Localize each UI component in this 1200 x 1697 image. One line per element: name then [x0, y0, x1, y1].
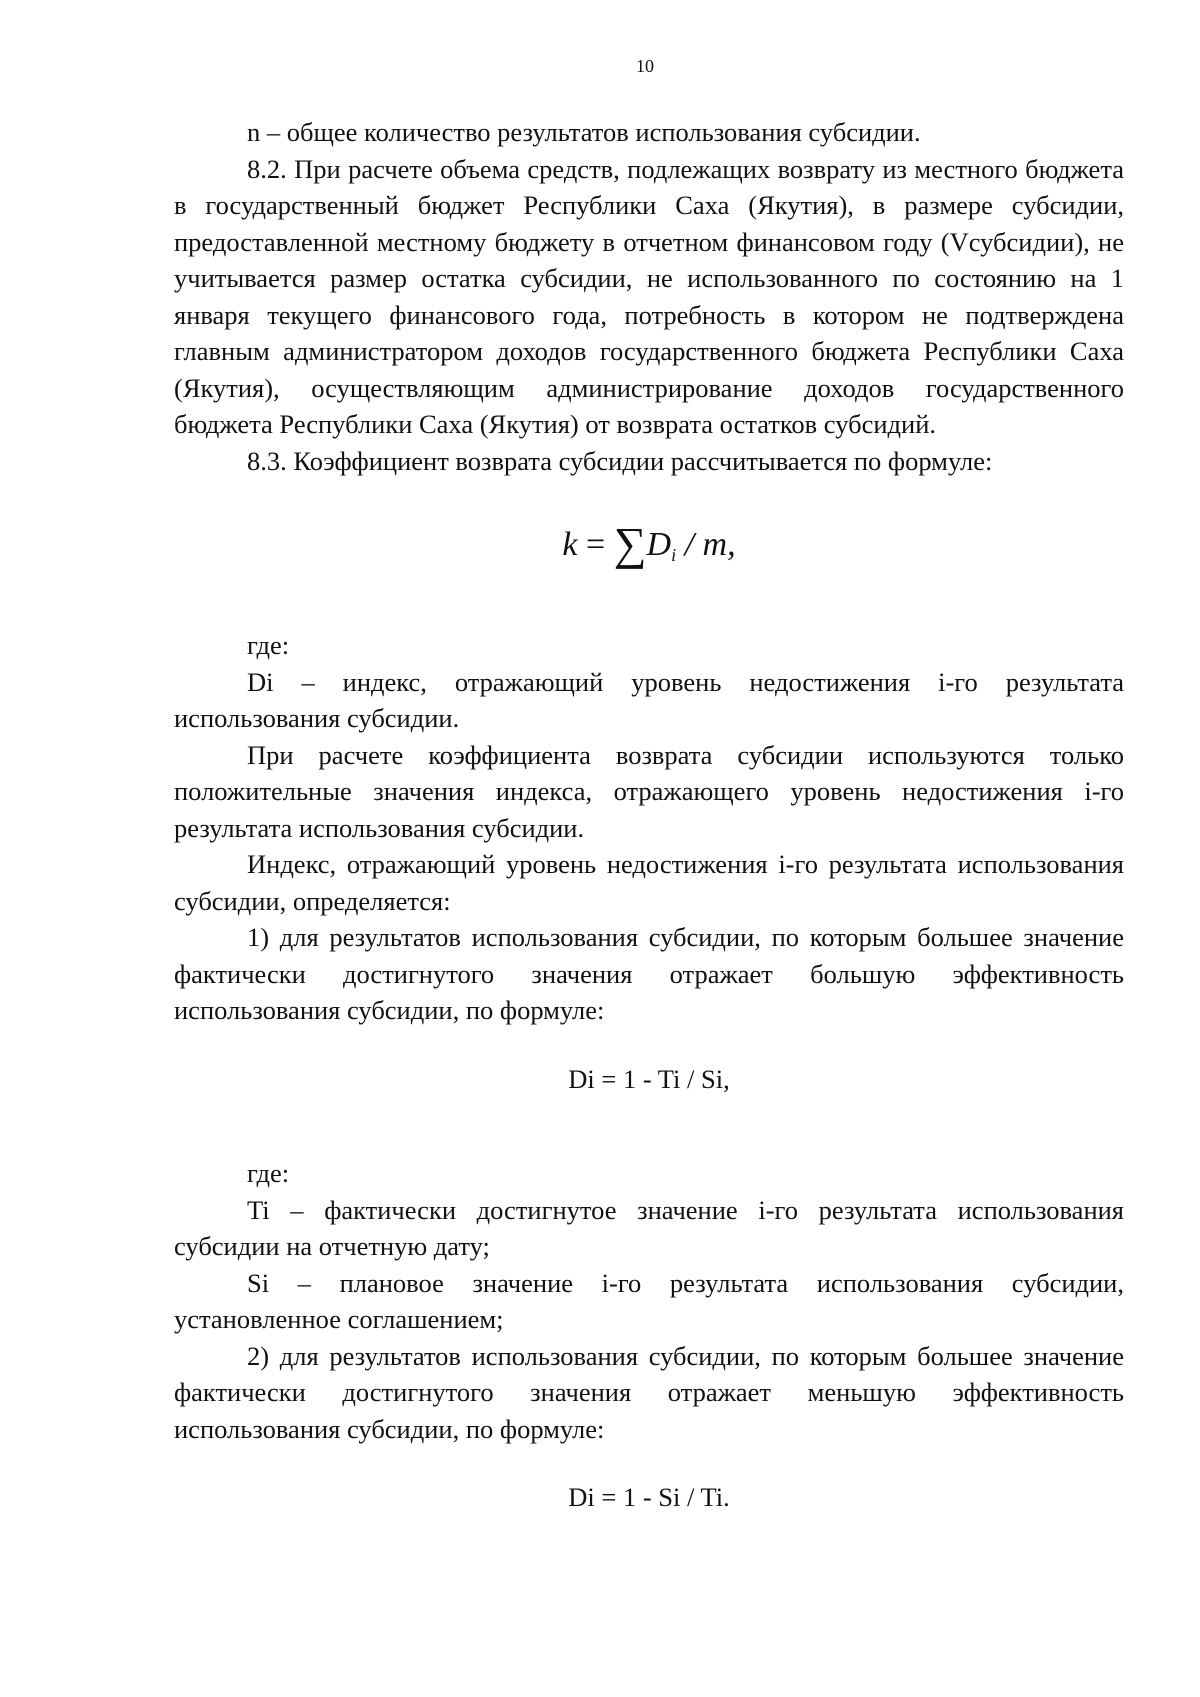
formula-k-eq: = [586, 526, 606, 563]
document-body [174, 114, 1124, 1516]
formula-di-2: Di = 1 - Si / Ti. [568, 1482, 730, 1512]
paragraph-di-definition: Di – индекс, отражающий уровень недостижения i-го результата использования субсидии. [174, 666, 1124, 733]
paragraph-index-determined: Индекс, отражающий уровень недостижения i-го результата использования субсидии, определяется: [174, 849, 1124, 916]
paragraph-positive-values: При расчете коэффициента возврата субсидии используются только положительные значения индекса, отражающего уровень недостижения i-го результата использования субсидии. [174, 739, 1124, 843]
formula-k-rest: / m, [676, 526, 736, 563]
formula-k-sub: i [671, 545, 677, 565]
formula-di-1: Di = 1 - Ti / Si, [568, 1063, 730, 1094]
formula-k-sum-symbol: ∑ [613, 518, 647, 569]
formula-k-lhs: k [562, 526, 578, 563]
page-number: 10 [636, 56, 654, 76]
paragraph-where-2: где: [247, 1158, 290, 1188]
formula-k [174, 518, 1124, 569]
paragraph-case-1: 1) для результатов использования субсидии, по которым большее значение фактически достигнутого значения отражает большую эффективность использования субсидии, по формуле: [174, 922, 1124, 1025]
paragraph-ti-definition: Ti – фактически достигнутое значение i-го результата использования субсидии на отчетную дату; [174, 1194, 1124, 1261]
paragraph-where-1: где: [247, 630, 290, 660]
formula-k-var: D [646, 526, 672, 563]
paragraph-8-2: 8.2. При расчете объема средств, подлежащих возврату из местного бюджета в государственный бюджет Республики Саха (Якутия), в размере субсидии, предоставленной местному бюджету в отчетном финансовом году (Vсубсидии), не учитывается размер остатка субсидии, не использованного по состоянию на 1 января текущего финансового года, потребность в котором не подтверждена главным администратором доходов государственного бюджета Республики Саха (Якутия), осуществляющим администрирование доходов государственного бюджета Республики Саха (Якутия) от возврата остатков субсидий. [174, 153, 1124, 439]
paragraph-case-2: 2) для результатов использования субсидии, по которым большее значение фактически достигнутого значения отражает меньшую эффективность использования субсидии, по формуле: [174, 1340, 1124, 1444]
paragraph-n-definition: n – общее количество результатов использования субсидии. [247, 117, 921, 147]
paragraph-si-definition: Si – плановое значение i-го результата использования субсидии, установленное соглашением; [174, 1267, 1124, 1334]
paragraph-8-3: 8.3. Коэффициент возврата субсидии рассчитывается по формуле: [247, 445, 993, 476]
